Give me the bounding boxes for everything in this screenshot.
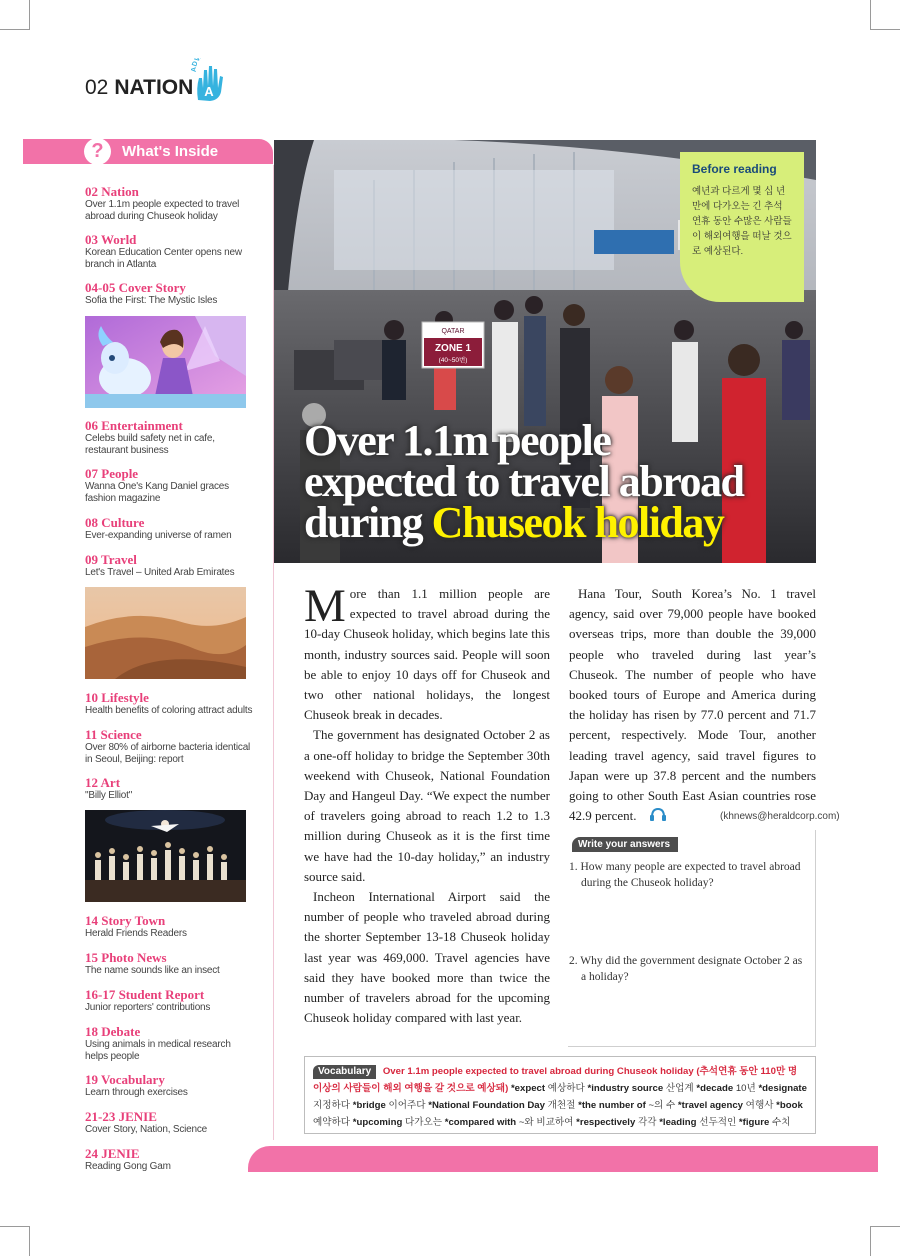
toc-item[interactable]: 14 Story Town Herald Friends Readers <box>85 913 187 939</box>
vocab-meaning: 지정하다 <box>313 1100 351 1111</box>
vocab-term: *expect <box>510 1083 548 1094</box>
svg-text:(40~50번): (40~50번) <box>438 357 468 364</box>
toc-item[interactable]: 08 Culture Ever-expanding universe of ramen <box>85 515 232 541</box>
article-column-1: More than 1.1 million people are expected to travel abroad during the 10-day Chuseok holiday, which begins late this month, industry sources said. People will soon be able to enjoy 10 days off for Chuseok and two other national holidays, the longest Chuseok break in decades. The government has designated October 2 as a one-off holiday to bridge the September 30th weekend with Chuseok, National Foundation Day and Hangeul Day. “We expect the number of travelers going abroad to reach 1.2 to 1.3 million during Chuseok as it is the first time we have had the 10-day holiday,” an industry source said. Incheon International Airport said the number of people who traveled abroad during the shorter September 13-18 Chuseok holiday last year was 469,000. Travel agencies have said they have booked more than twice the number of travelers abroad for the upcoming Chuseok holiday compared with last year. <box>304 580 550 1026</box>
page-header <box>85 76 193 100</box>
section-title: NATION <box>114 76 194 99</box>
vocab-meaning: ~와 비교하여 <box>518 1117 574 1128</box>
svg-text:QATAR: QATAR <box>441 328 465 335</box>
vocab-meaning: 수치 <box>771 1117 791 1128</box>
crop-mark <box>870 1226 871 1256</box>
headphones-icon[interactable] <box>640 807 667 827</box>
vocab-term: *travel agency <box>675 1100 746 1111</box>
question-2: 2. Why did the government designate October 2 as a holiday? <box>569 955 803 983</box>
page-number: 02 <box>85 76 109 99</box>
crop-mark <box>0 1226 30 1227</box>
vocab-term: *figure <box>736 1117 772 1128</box>
toc-item[interactable]: 03 World Korean Education Center opens new branch in Atlanta <box>85 232 242 270</box>
write-answers-tag: Write your answers <box>572 837 678 852</box>
toc-item[interactable]: 12 Art "Billy Elliot" <box>85 775 133 801</box>
vocab-meaning: 예상하다 <box>547 1083 585 1094</box>
vocab-meaning: 산업계 <box>665 1083 694 1094</box>
vocab-term: *the number of <box>575 1100 649 1111</box>
advanced-badge <box>190 58 234 102</box>
crop-mark <box>870 29 900 30</box>
whats-inside-title: What's Inside <box>122 143 219 160</box>
article-column-2: Hana Tour, South Korea’s No. 1 travel agency, said over 79,000 people have booked overseas trips, more than double the 39,000 people who traveled during last year’s Chuseok. The number of people who have booked tours of Europe and America during the holiday has risen by 77.0 percent and 71.7 percent, respectively. Mode Tour, another leading travel agency, said travel figures to Japan were up 37.8 percent and the numbers going to other South East Asian countries rose 42.9 percent. <box>569 584 816 827</box>
toc-item[interactable]: 06 Entertainment Celebs build safety net in cafe, restaurant business <box>85 418 215 456</box>
vocab-meaning: 여행사 <box>745 1100 774 1111</box>
crop-mark <box>29 0 30 30</box>
vocab-meaning: 다가오는 <box>404 1117 443 1128</box>
hand-badge-icon <box>190 58 234 102</box>
vocab-meaning: ~의 수 <box>648 1100 676 1111</box>
toc-item[interactable]: 21-23 JENIE Cover Story, Nation, Science <box>85 1109 208 1135</box>
toc-item[interactable]: 10 Lifestyle Health benefits of coloring attract adults <box>85 690 253 716</box>
vocab-term: *compared with <box>442 1117 519 1128</box>
crop-mark <box>0 29 30 30</box>
before-reading-text: 예년과 다르게 몇 십 년 만에 다가오는 긴 추석 연휴 동안 수많은 사람들이 해외여행을 떠날 것으로 예상된다. <box>692 186 792 257</box>
crop-mark <box>29 1226 30 1256</box>
vocab-meaning: 이어주다 <box>388 1100 426 1111</box>
headline-highlight: Chuseok holiday <box>431 498 724 547</box>
art-billy-elliot-thumbnail <box>85 810 246 902</box>
toc-item[interactable]: 09 Travel Let's Travel – United Arab Emirates <box>85 552 235 578</box>
before-reading-title: Before reading <box>692 162 777 176</box>
toc-item[interactable]: 02 Nation Over 1.1m people expected to travel abroad during Chuseok holiday <box>85 184 240 222</box>
vocab-term: *decade <box>693 1083 736 1094</box>
toc-item[interactable]: 16-17 Student Report Junior reporters' contributions <box>85 987 211 1013</box>
toc-item[interactable]: 19 Vocabulary Learn through exercises <box>85 1072 188 1098</box>
crop-mark <box>870 0 871 30</box>
vocab-term: *respectively <box>573 1117 638 1128</box>
svg-text:ADVANCED: ADV <box>190 58 202 73</box>
dropcap: M <box>304 580 346 632</box>
travel-desert-thumbnail <box>85 587 246 679</box>
vocab-term: *upcoming <box>350 1117 405 1128</box>
vocab-term: *National Foundation Day <box>425 1100 548 1111</box>
vocab-meaning: 10년 <box>735 1083 756 1094</box>
toc-item[interactable]: 04-05 Cover Story Sofia the First: The Mystic Isles <box>85 280 218 306</box>
vocab-term: *book <box>773 1100 803 1111</box>
svg-text:A: A <box>204 84 214 99</box>
vocab-meaning: 개천절 <box>547 1100 576 1111</box>
crop-mark <box>870 1226 900 1227</box>
vocab-term: *leading <box>656 1117 700 1128</box>
before-reading-box <box>680 152 804 302</box>
vocab-meaning: 각각 <box>637 1117 657 1128</box>
article-source: (khnews@heraldcorp.com) <box>720 811 840 822</box>
cover-story-thumbnail <box>85 316 246 408</box>
toc-item[interactable]: 24 JENIE Reading Gong Gam <box>85 1146 171 1172</box>
article-headline: Over 1.1m people expected to travel abroad during Chuseok holiday <box>304 416 744 547</box>
toc-item[interactable]: 11 Science Over 80% of airborne bacteria identical in Seoul, Beijing: report <box>85 727 251 765</box>
bottom-pink-bar <box>248 1146 878 1172</box>
svg-text:ZONE 1: ZONE 1 <box>434 343 472 354</box>
vocabulary-box: Vocabulary Over 1.1m people expected to travel abroad during Chuseok holiday (추석연휴 동안 110만 명 이상의 사람들이 해외 여행을 갈 것으로 예상돼) *expect 예상하다 *industry source 산업계 *decade 10년 *designate 지정하다 *bridge 이어주다 *National Foundation Day 개천절 *the number of ~의 수 *travel agency 여행사 *book 예약하다 *upcoming 다가오는 *compared with ~와 비교하여 *respectively 각각 *leading 선두적인 *figure 수치 <box>304 1056 816 1134</box>
vocab-term: *bridge <box>350 1100 389 1111</box>
toc-item[interactable]: 07 People Wanna One's Kang Daniel graces fashion magazine <box>85 466 229 504</box>
vocabulary-tag: Vocabulary <box>313 1065 376 1079</box>
toc-item[interactable]: 18 Debate Using animals in medical research helps people <box>85 1024 231 1062</box>
vocab-term: *designate <box>755 1083 807 1094</box>
question-icon: ? <box>84 138 111 165</box>
question-1: 1. How many people are expected to travel abroad during the Chuseok holiday? <box>569 861 801 889</box>
vocab-term: *industry source <box>584 1083 666 1094</box>
vocab-meaning: 선두적인 <box>699 1117 737 1128</box>
vocab-meaning: 예약하다 <box>313 1117 351 1128</box>
toc-item[interactable]: 15 Photo News The name sounds like an insect <box>85 950 220 976</box>
